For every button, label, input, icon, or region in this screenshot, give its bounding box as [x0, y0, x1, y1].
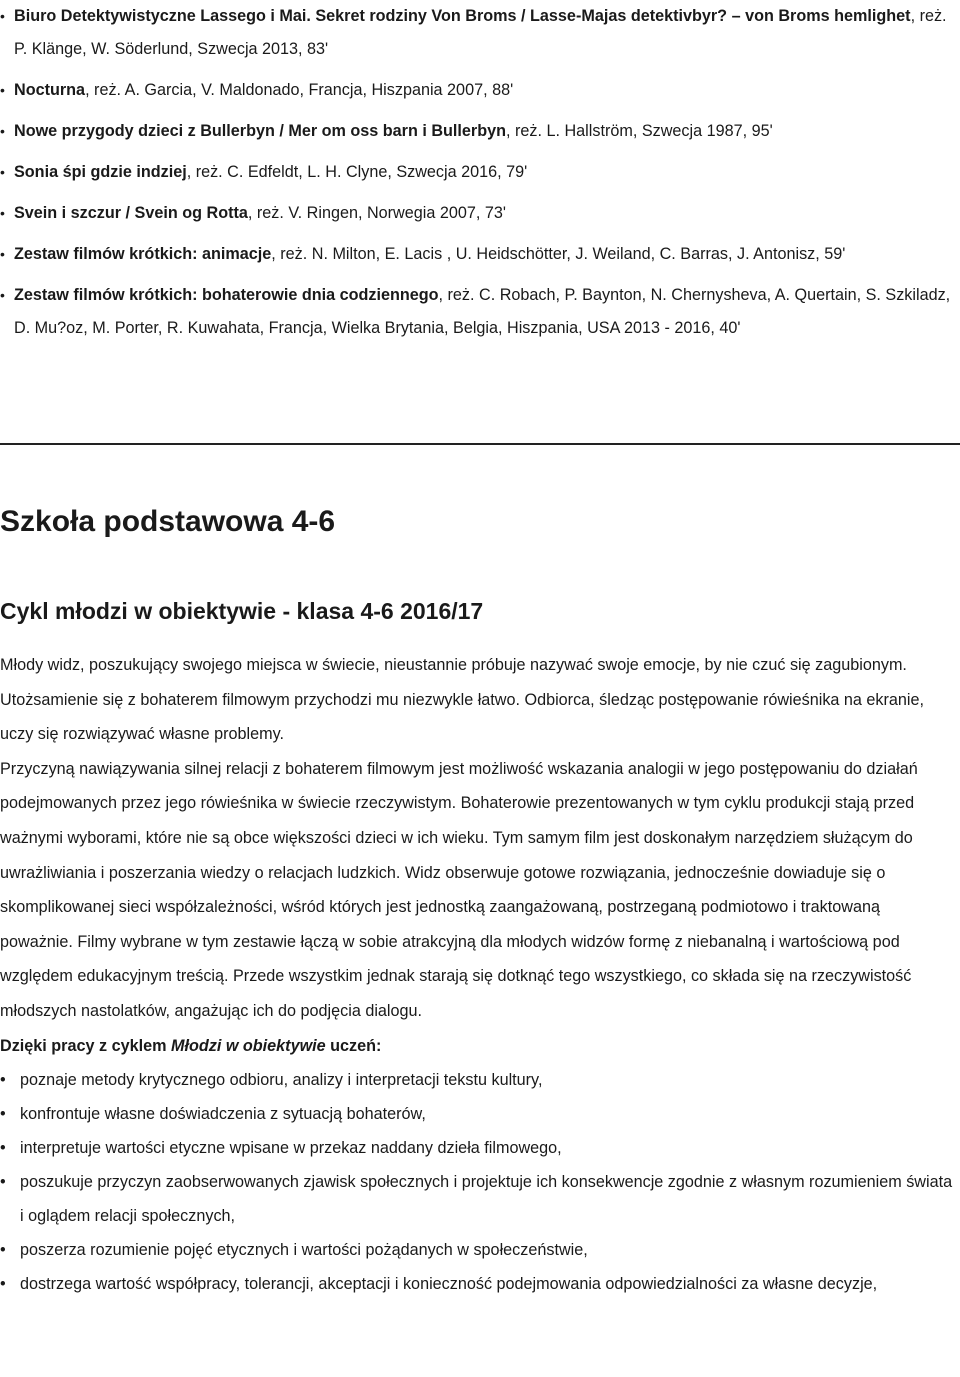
goal-item: • interpretuje wartości etyczne wpisane w przekaz naddany dzieła filmowego,: [0, 1131, 955, 1165]
goal-item: • poznaje metody krytycznego odbioru, analizy i interpretacji tekstu kultury,: [0, 1063, 955, 1097]
film-title: Biuro Detektywistyczne Lassego i Mai. Sekret rodziny Von Broms / Lasse-Majas detektivbyr? – von Broms hemlighet: [14, 7, 911, 25]
goals-list: [0, 1063, 955, 1301]
goal-item: • poszerza rozumienie pojęć etycznych i wartości pożądanych w społeczeństwie,: [0, 1233, 955, 1267]
goals-lead-end: uczeń:: [325, 1036, 382, 1055]
goals-lead-start: Dzięki pracy z cyklem: [0, 1036, 171, 1055]
film-item: [0, 238, 955, 271]
section-divider: [0, 443, 960, 445]
paragraph: Przyczyną nawiązywania silnej relacji z bohaterem filmowym jest możliwość wskazania analogii w jego postępowaniu do działań podejmowanych przez jego rówieśnika w świecie rzeczywistym. Bohaterowie prezentowanych w tym cyklu produkcji stają przed ważnymi wyborami, które nie są obce większości dzieci w ich wieku. Tym samym film jest doskonałym narzędziem służącym do uwrażliwiania i poszerzania wiedzy o relacjach ludzkich. Widz obserwuje gotowe rozwiązania, jednocześnie dowiaduje się o skomplikowanej sieci współzależności, wśród których jest jednostką zaangażowaną, postrzeganą podmiotowo i traktowaną poważnie. Filmy wybrane w tym zestawie łączą w sobie atrakcyjną dla młodych widzów formę z niebanalną i wartościową pod względem edukacyjnym treścią. Przede wszystkim jednak starają się dotknąć tego wszystkiego, co składa się na rzeczywistość młodszych nastolatków, angażując ich do podjęcia dialogu.: [0, 759, 918, 1020]
film-title: Svein i szczur / Svein og Rotta: [14, 204, 248, 222]
description: [0, 648, 955, 1301]
film-details: , reż. A. Garcia, V. Maldonado, Francja, Hiszpania 2007, 88': [85, 81, 514, 99]
film-title: Nowe przygody dzieci z Bullerbyn / Mer om oss barn i Bullerbyn: [14, 122, 507, 140]
film-title: Nocturna: [14, 81, 86, 99]
film-item: [0, 279, 955, 345]
film-title: Zestaw filmów krótkich: bohaterowie dnia codziennego: [14, 286, 439, 304]
film-item: [0, 115, 955, 148]
film-list: [0, 0, 955, 353]
goals-lead-cycle: Młodzi w obiektywie: [170, 1036, 326, 1055]
goals-lead: [0, 1029, 955, 1064]
paragraph: Młody widz, poszukujący swojego miejsca w świecie, nieustannie próbuje nazywać swoje emocje, by nie czuć się zagubionym. Utożsamienie się z bohaterem filmowym przychodzi mu niezwykle łatwo. Odbiorca, śledząc postępowanie rówieśnika na ekranie, uczy się rozwiązywać własne problemy.: [0, 656, 924, 744]
section-title: Szkoła podstawowa 4-6: [0, 505, 336, 538]
film-item: [0, 0, 955, 66]
film-title: Sonia śpi gdzie indziej: [14, 163, 187, 181]
goal-item: • konfrontuje własne doświadczenia z sytuacją bohaterów,: [0, 1097, 955, 1131]
film-details: , reż. C. Robach, P. Baynton, N. Chernysheva, A. Quertain, S. Szkiladz, D. Mu?oz, M. Porter, R. Kuwahata, Francja, Wielka Brytania, Belgia, Hiszpania, USA 2013 - 2016, 40': [14, 286, 951, 337]
film-title: Zestaw filmów krótkich: animacje: [14, 245, 272, 263]
film-item: [0, 156, 955, 189]
goal-item: • poszukuje przyczyn zaobserwowanych zjawisk społecznych i projektuje ich konsekwencje zgodnie z własnym rozumieniem świata i oglądem relacji społecznych,: [0, 1165, 955, 1233]
film-item: [0, 197, 955, 230]
film-details: , reż. C. Edfeldt, L. H. Clyne, Szwecja 2016, 79': [186, 163, 528, 181]
goal-item: • dostrzega wartość współpracy, tolerancji, akceptacji i konieczność podejmowania odpowiedzialności za własne decyzje,: [0, 1267, 955, 1301]
cycle-title: Cykl młodzi w obiektywie - klasa 4-6 2016/17: [0, 598, 484, 624]
film-item: [0, 74, 955, 107]
film-details: , reż. N. Milton, E. Lacis , U. Heidschötter, J. Weiland, C. Barras, J. Antonisz, 59': [271, 245, 846, 263]
film-details: , reż. L. Hallström, Szwecja 1987, 95': [506, 122, 773, 140]
film-details: , reż. P. Klänge, W. Söderlund, Szwecja 2013, 83': [14, 7, 947, 58]
film-details: , reż. V. Ringen, Norwegia 2007, 73': [247, 204, 506, 222]
